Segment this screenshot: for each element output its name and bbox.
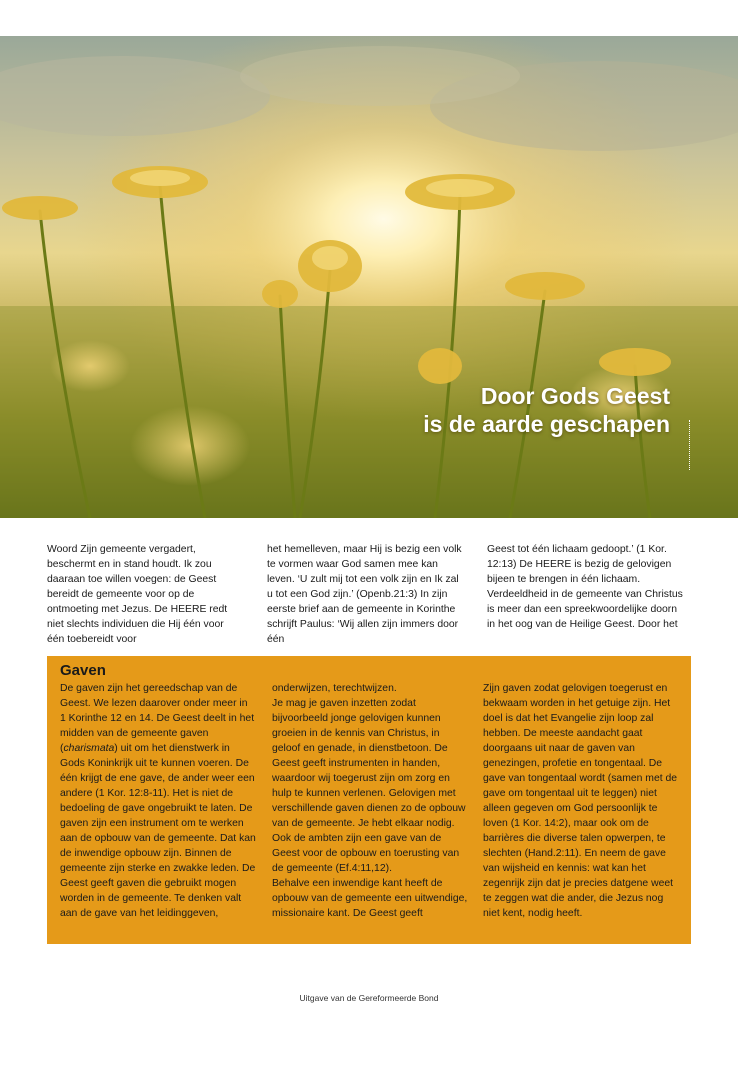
hero-title-line1: Door Gods Geest xyxy=(480,383,670,409)
hero-title-line2: is de aarde geschapen xyxy=(423,411,670,437)
box-paragraph: Behalve een inwendige kant heeft de opbouw van de gemeente een uitwendige, missionaire kant. De Geest geeft xyxy=(272,878,468,919)
box-paragraph: Je mag je gaven inzetten zodat bijvoorbeeld jonge gelovigen kunnen groeien in de kennis van Christus, in geloof en genade, in dienstbetoon. De Geest geeft instrumenten in handen, waardoor wij toegerust zijn om zorg en hulp te kunnen verlenen. Gelovigen met verschillende gaven dienen zo de opbouw van de gemeente. Je hebt elkaar nodig. Ook de ambten zijn een gave van de Geest voor de opbouw en toerusting van de gemeente (Ef.4:11,12). xyxy=(272,698,466,874)
box-text: ) uit om het dienstwerk in Gods Koninkrijk uit te kunnen voeren. De één krijgt de ene gave, de ander weer een andere (1 Kor. 12:8-11). Het is niet de bedoeling de gave ongebruikt te laten. De gaven zijn een instrument om te werken aan de opbouw van de gemeente. Dat kan de inwendige opbouw zijn. Binnen de gemeente zijn sterke en zwakke leden. De Geest geeft gaven die gebruikt mogen worden in de gemeente. Te denken valt aan de gave van het leidinggeven, xyxy=(60,743,256,919)
meadow-illustration xyxy=(0,36,738,518)
footer-publisher: Uitgave van de Gereformeerde Bond xyxy=(299,993,439,1003)
article-column-1 xyxy=(47,542,243,647)
box-text: De gaven zijn het gereedschap van de Geest. We lezen daarover onder meer in 1 Korinthe 12 en 14. De Geest deelt in het midden van de gemeente gaven ( xyxy=(60,683,255,754)
hero-image xyxy=(0,36,738,518)
box-column-3 xyxy=(483,681,679,921)
box-emphasis: charismata xyxy=(63,743,115,754)
box-column-2 xyxy=(272,681,468,921)
hero-title xyxy=(423,382,670,438)
box-column-1 xyxy=(60,681,256,921)
article-paragraph: Woord Zijn gemeente vergadert, beschermt en in stand houdt. Ik zou daaraan toe willen voegen: de Geest bereidt de gemeente voor op de ontmoeting met Jezus. De HEERE redt niet slechts individuen die Hij één voor één toebereidt voor xyxy=(47,544,228,645)
box-paragraph: onderwijzen, terechtwijzen. xyxy=(272,683,397,694)
hero-title-divider xyxy=(689,420,690,470)
article-column-3 xyxy=(487,542,683,632)
box-paragraph: Zijn gaven zodat gelovigen toegerust en bekwaam worden in het getuige zijn. Het doel is dat het Evangelie zijn loop zal hebben. De meeste aandacht gaat doorgaans uit naar de gaven van genezingen, profetie en tongentaal. De gave van tongentaal wordt (samen met de gave om tongentaal uit te leggen) niet alleen gegeven om God persoonlijk te loven (1 Kor. 14:2), maar ook om de barrières die diverse talen opwerpen, te slechten (Hand.2:11). En neem de gave van wijsheid en kennis: wat kan het zegenrijk zijn dat je precies datgene weet te zeggen wat die ander, die Jezus nog niet kent, nodig heeft. xyxy=(483,683,678,919)
gaven-sidebar-box xyxy=(47,656,691,944)
article-column-2 xyxy=(267,542,463,647)
box-heading: Gaven xyxy=(60,662,106,679)
article-paragraph: het hemelleven, maar Hij is bezig een volk te vormen waar God samen mee kan leven. ‘U zult mij tot een volk zijn en Ik zal u tot een God zijn.’ (Openb.21:3) In zijn eerste brief aan de gemeente in Korinthe schrijft Paulus: ‘Wij allen zijn immers door één xyxy=(267,544,462,645)
article-paragraph: Geest tot één lichaam gedoopt.’ (1 Kor. 12:13) De HEERE is bezig de gelovigen bijeen te brengen in één lichaam. Verdeeldheid in de gemeente van Christus is meer dan een spreekwoordelijke doorn in het oog van de Heilige Geest. Door het xyxy=(487,544,683,630)
box-paragraph xyxy=(60,681,256,921)
